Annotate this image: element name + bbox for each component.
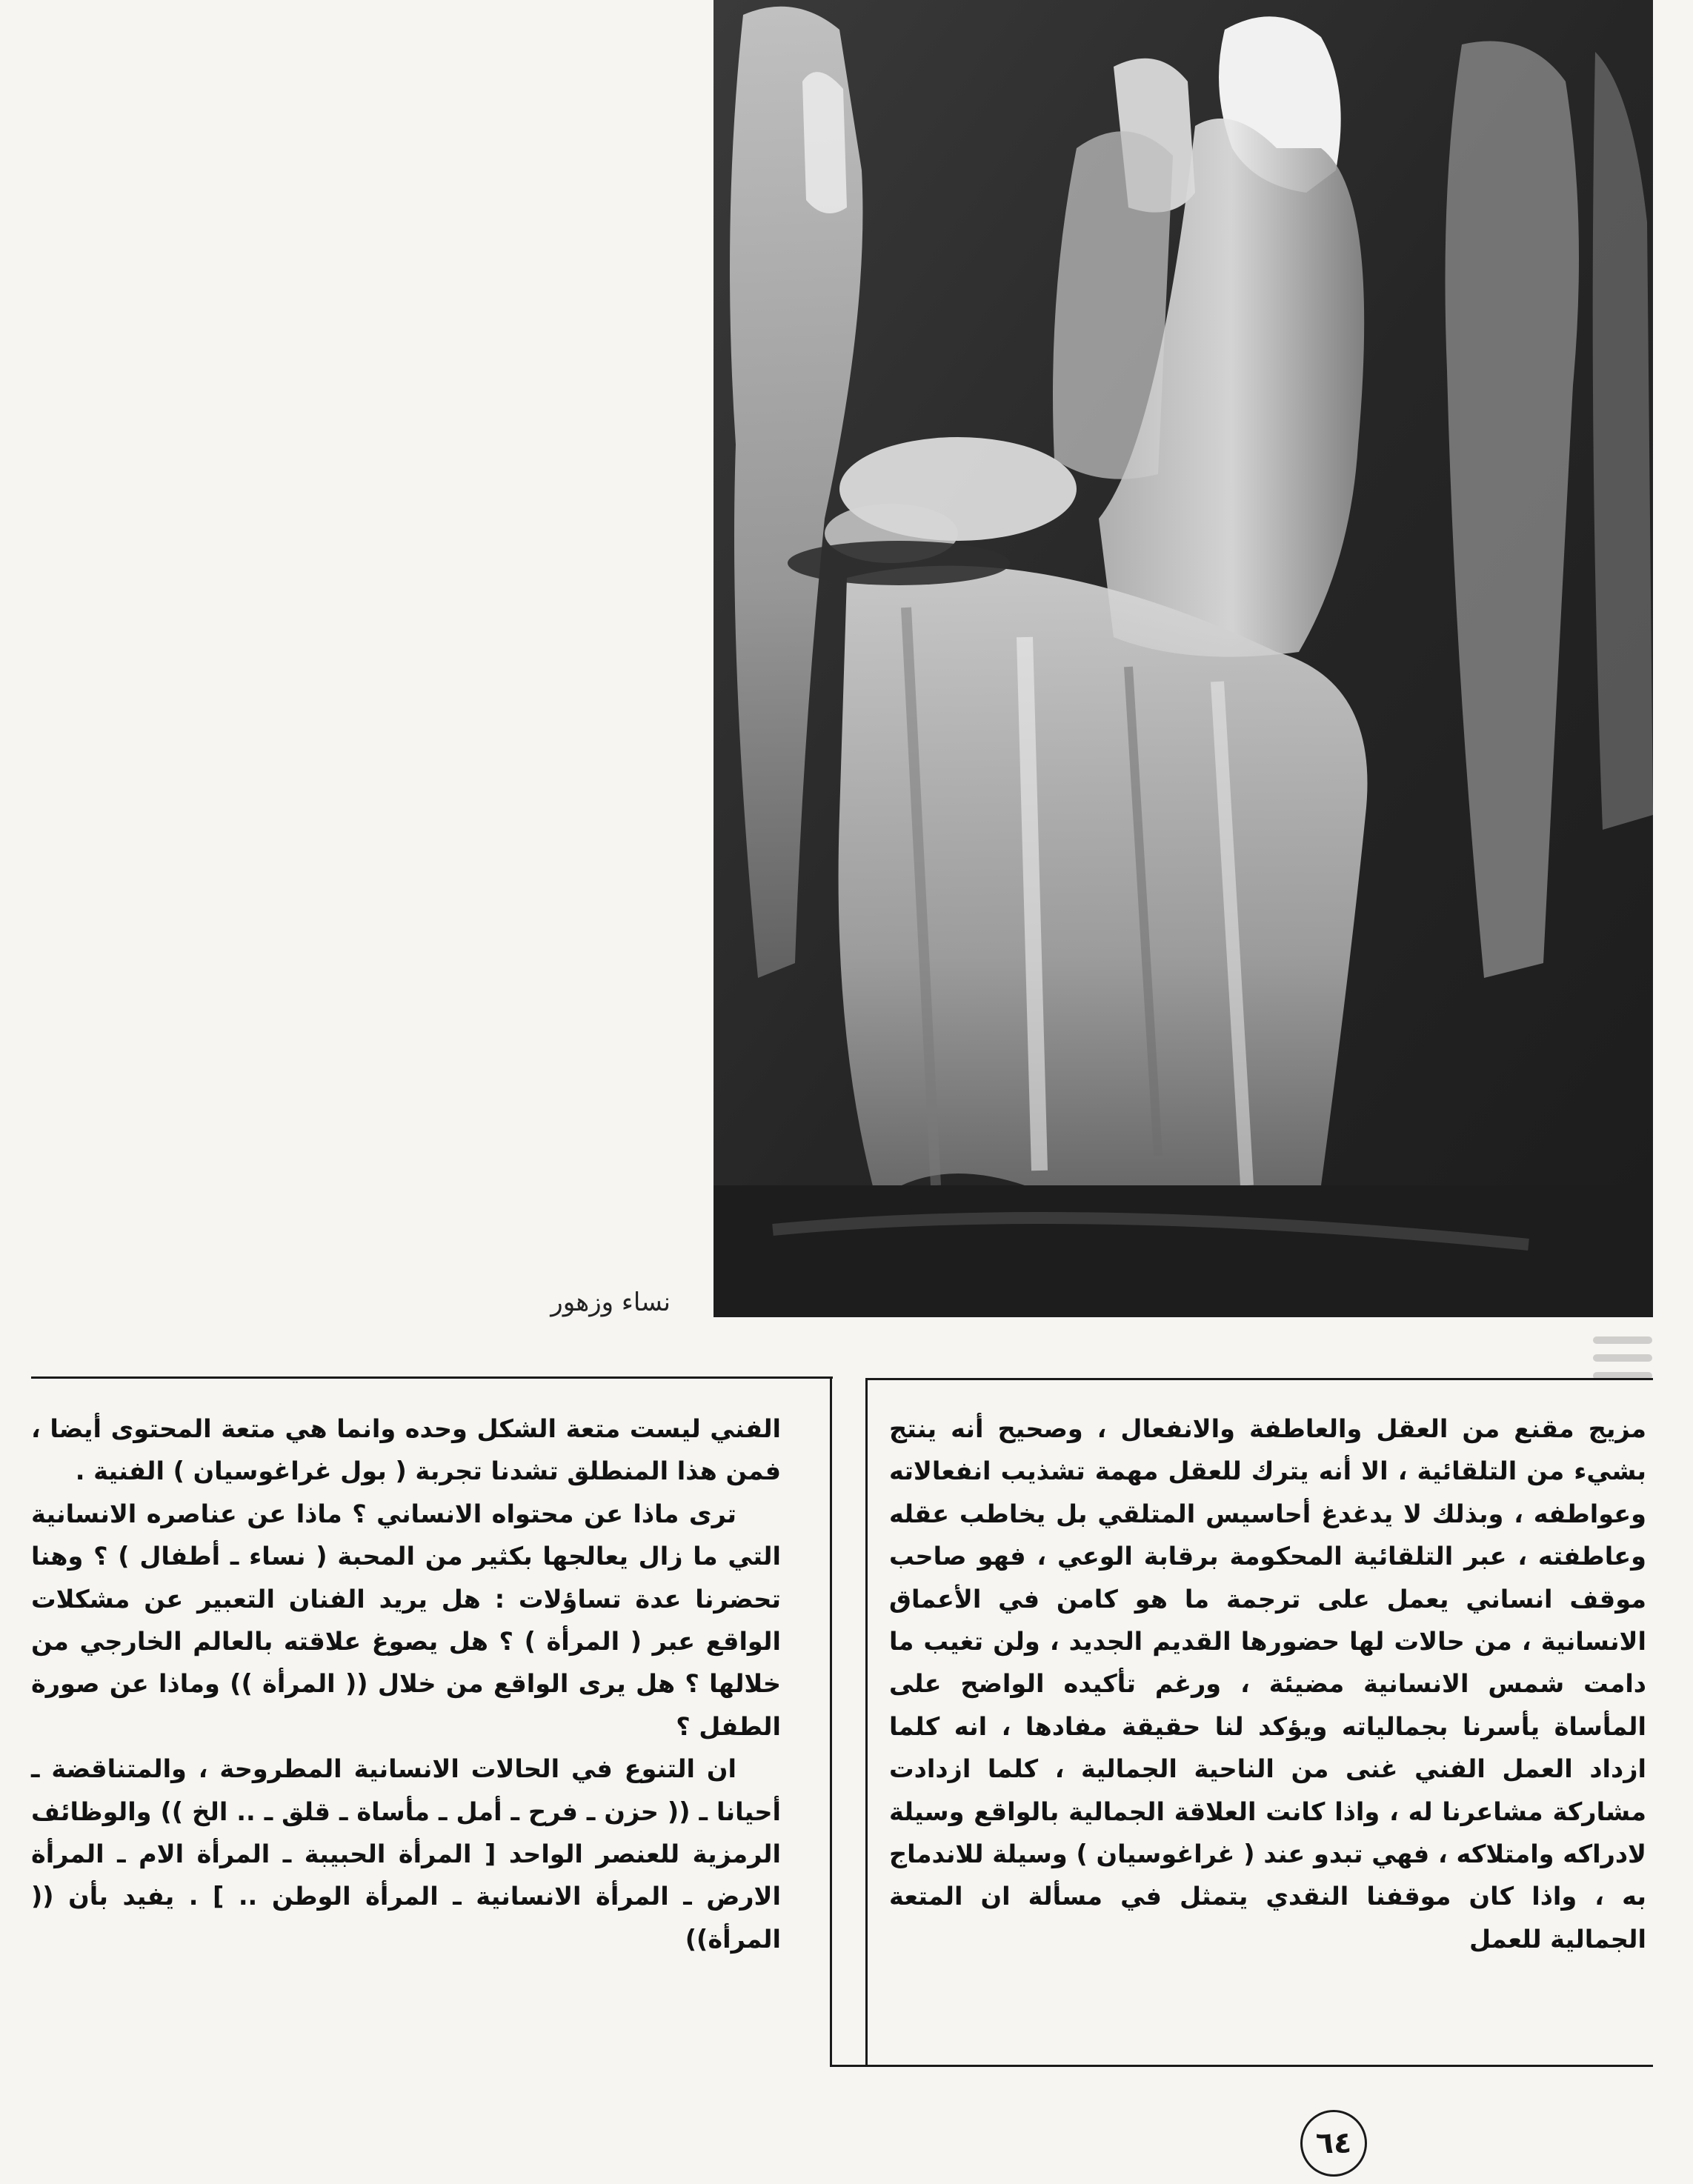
women-figures-painting <box>714 0 1653 1317</box>
frame-top-right <box>865 1378 1653 1380</box>
frame-bottom <box>830 2065 1653 2067</box>
paragraph: ترى ماذا عن محتواه الانساني ؟ ماذا عن عناصره الانسانية التي ما زال يعالجها بكثير من المحبة ( نساء ـ أطفال ) ؟ وهنا تحضرنا عدة تساؤلات : هل يريد الفنان التعبير عن مشكلات الواقع عبر ( المرأة ) ؟ هل يصوغ علاقته بالعالم الخارجي من خلالها ؟ هل يرى الواقع من خلال (( المرأة )) وماذا عن صورة الطفل ؟ <box>31 1499 781 1741</box>
article-column-right <box>889 1408 1646 1960</box>
artwork-photo <box>714 0 1653 1317</box>
frame-divider-right <box>865 1378 868 2067</box>
paragraph: ان التنوع في الحالات الانسانية المطروحة ، والمتناقضة ـ أحيانا ـ (( حزن ـ فرح ـ أمل ـ مأساة ـ قلق ـ .. الخ )) والوظائف الرمزية للعنصر الواحد [ المرأة الحبيبة ـ المرأة الام ـ المرأة الارض ـ المرأة الانسانية ـ المرأة الوطن .. ] . يفيد بأن (( المرأة)) <box>31 1754 781 1954</box>
frame-divider-left <box>830 1376 832 2067</box>
article-column-left <box>31 1408 781 1960</box>
frame-top-left <box>31 1376 833 1379</box>
figure-caption: نساء وزهور <box>551 1288 671 1317</box>
paragraph: الفني ليست متعة الشكل وحده وانما هي متعة المحتوى أيضا ، فمن هذا المنطلق تشدنا تجربة ( بول غراغوسيان ) الفنية . <box>31 1414 781 1486</box>
paragraph: مزيج مقنع من العقل والعاطفة والانفعال ، وصحيح أنه ينتج بشيء من التلقائية ، الا أنه يترك للعقل مهمة تشذيب انفعالاته وعواطفه ، وبذلك لا يدغدغ أحاسيس المتلقي بل يخاطب عقله وعاطفته ، عبر التلقائية المحكومة برقابة الوعي ، فهو صاحب موقف انساني يعمل على ترجمة ما هو كامن في الأعماق الانسانية ، من حالات لها حضورها القديم الجديد ، ولن تغيب ما دامت شمس الانسانية مضيئة ، ورغم تأكيده الواضح على المأساة يأسرنا بجمالياته ويؤكد لنا حقيقة مفادها ، انه كلما ازداد العمل الفني غنى من الناحية الجمالية ، كلما ازدادت مشاركة مشاعرنا له ، واذا كانت العلاقة الجمالية بالواقع وسيلة لادراكه وامتلاكه ، فهي تبدو عند ( غراغوسيان ) وسيلة للاندماج به ، واذا كان موقفنا النقدي يتمثل في مسألة ان المتعة الجمالية للعمل <box>889 1414 1646 1954</box>
margin-bleed-text <box>1593 1326 1652 1393</box>
page-number: ٦٤ <box>1300 2110 1367 2177</box>
